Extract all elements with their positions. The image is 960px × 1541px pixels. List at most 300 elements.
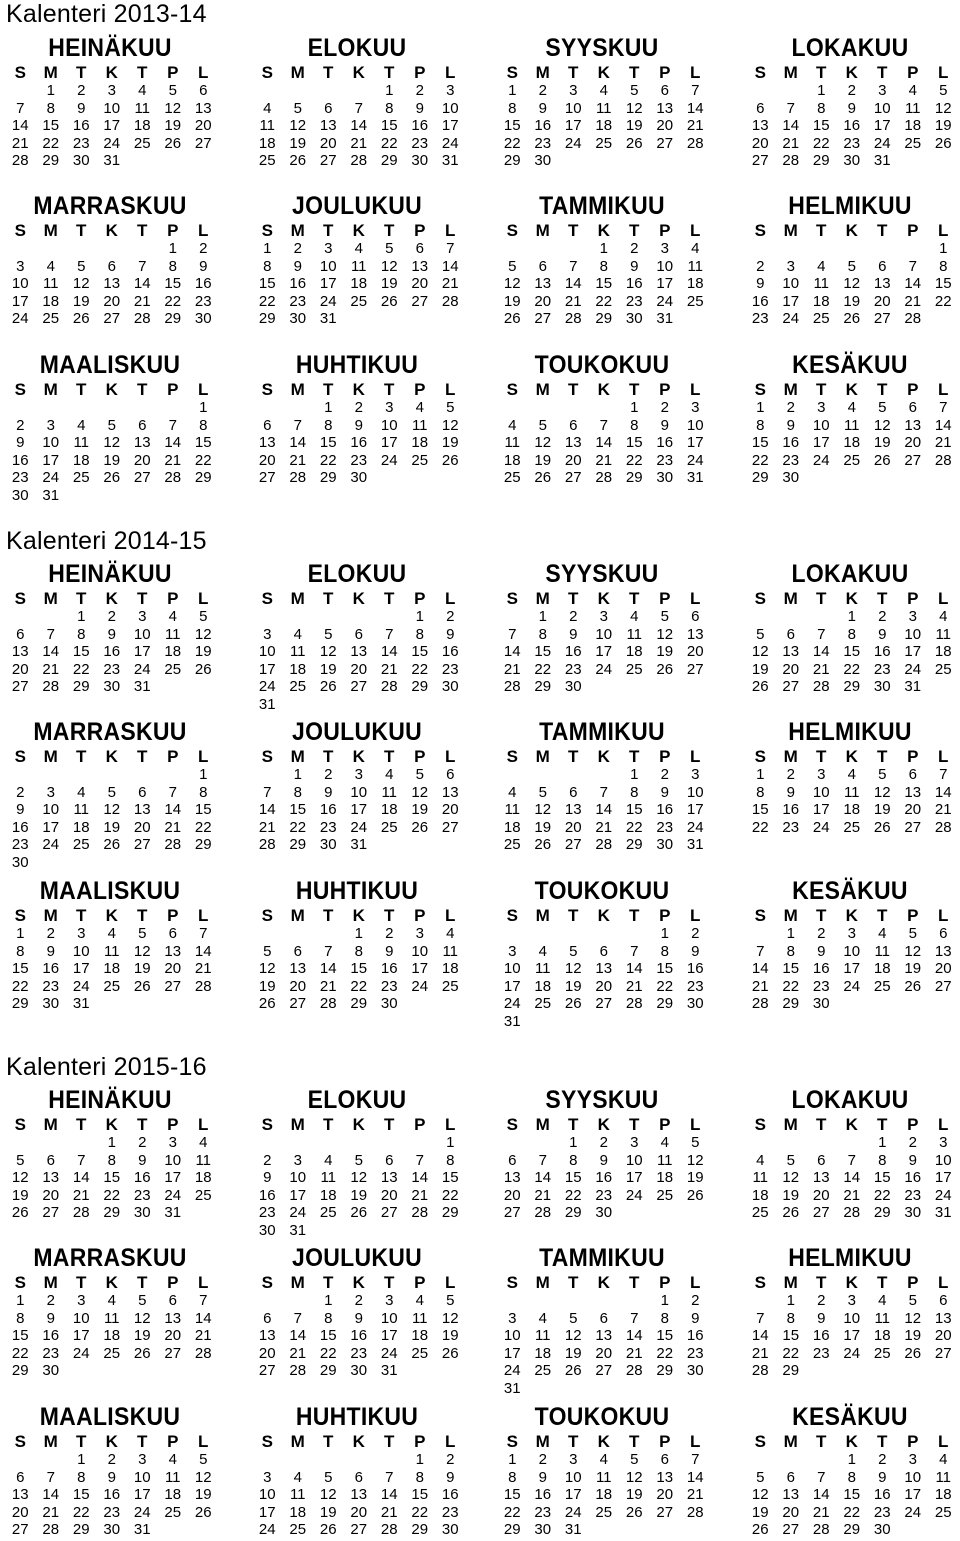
- day-cell: 11: [504, 801, 521, 818]
- day-cell: 21: [164, 818, 182, 836]
- day-cell: 18: [441, 960, 459, 977]
- day-cell: 18: [595, 1486, 613, 1503]
- day-cell: 16: [319, 801, 337, 818]
- day-cell: 16: [103, 643, 121, 660]
- day-cell: 5: [908, 1292, 917, 1309]
- empty-day-cell: [898, 1362, 929, 1380]
- day-cell: 21: [904, 292, 922, 310]
- day-cell: 9: [16, 801, 25, 818]
- month-block: [5, 1085, 215, 1222]
- empty-day-cell: [283, 1134, 314, 1152]
- day-cell: 4: [293, 1468, 302, 1486]
- empty-day-cell: [589, 1013, 620, 1031]
- day-cell: 29: [103, 1204, 121, 1221]
- empty-day-cell: [619, 925, 650, 943]
- day-cell: 5: [660, 608, 669, 625]
- day-cell: 23: [11, 469, 29, 486]
- empty-day-cell: [528, 399, 559, 417]
- day-cell: 6: [908, 399, 917, 416]
- day-cell: 30: [843, 152, 861, 169]
- weekday-header: P: [907, 906, 919, 925]
- day-cell: 4: [508, 783, 517, 801]
- weekday-header: S: [261, 1115, 273, 1134]
- day-cell: 19: [686, 1169, 704, 1186]
- day-cell: 14: [164, 434, 182, 451]
- weekday-header: T: [76, 1273, 87, 1292]
- empty-day-cell: [776, 82, 807, 100]
- day-cell: 4: [939, 1451, 948, 1468]
- day-cell: 14: [934, 416, 952, 434]
- day-cell: 27: [782, 678, 800, 695]
- day-cell: 12: [751, 1486, 769, 1503]
- empty-day-cell: [680, 678, 711, 696]
- empty-day-cell: [188, 678, 219, 696]
- day-cell: 8: [569, 1151, 578, 1169]
- calendar-title: Kalenteri 2014-15: [6, 527, 207, 555]
- day-cell: 20: [656, 1486, 674, 1503]
- day-cell: 28: [534, 1204, 552, 1221]
- day-cell: 22: [934, 292, 952, 310]
- day-cell: 4: [46, 257, 55, 275]
- week-row: [5, 258, 215, 276]
- day-cell: 20: [534, 292, 552, 310]
- day-cell: 28: [42, 1521, 60, 1538]
- day-cell: 29: [656, 995, 674, 1012]
- day-cell: 21: [441, 275, 459, 292]
- day-cell: 6: [138, 416, 147, 434]
- day-cell: 5: [77, 257, 86, 275]
- day-cell: 19: [350, 1186, 368, 1204]
- day-cell: 12: [103, 434, 121, 451]
- weekday-header-row: [252, 747, 462, 766]
- day-cell: 16: [11, 818, 29, 836]
- empty-day-cell: [36, 1134, 67, 1152]
- day-cell: 5: [199, 608, 208, 625]
- day-cell: 22: [42, 134, 60, 152]
- day-cell: 8: [415, 1468, 424, 1486]
- empty-day-cell: [619, 1292, 650, 1310]
- day-cell: 3: [508, 1309, 517, 1327]
- day-cell: 8: [354, 942, 363, 960]
- week-row: [252, 1486, 462, 1504]
- weekday-header: K: [352, 1432, 365, 1451]
- week-row: [252, 1521, 462, 1539]
- weekday-header: T: [76, 1432, 87, 1451]
- weekday-header: L: [938, 380, 949, 399]
- day-cell: 7: [599, 783, 608, 801]
- day-cell: 6: [691, 608, 700, 625]
- day-cell: 28: [380, 1521, 398, 1538]
- day-cell: 2: [817, 925, 826, 942]
- day-cell: 16: [411, 117, 429, 134]
- day-cell: 28: [164, 469, 182, 486]
- weekday-header-row: [5, 1115, 215, 1134]
- day-cell: 29: [534, 678, 552, 695]
- day-cell: 23: [11, 836, 29, 853]
- day-cell: 13: [194, 99, 212, 117]
- weekday-header: K: [597, 1432, 610, 1451]
- day-cell: 15: [843, 643, 861, 660]
- day-cell: 26: [534, 836, 552, 853]
- day-cell: 4: [847, 766, 856, 783]
- weekday-header-row: [497, 1115, 707, 1134]
- day-cell: 22: [194, 818, 212, 836]
- week-row: [5, 135, 215, 153]
- day-cell: 31: [656, 310, 674, 327]
- empty-day-cell: [650, 678, 681, 696]
- day-cell: 4: [847, 399, 856, 416]
- day-cell: 5: [908, 925, 917, 942]
- week-row: [252, 678, 462, 696]
- empty-day-cell: [619, 1013, 650, 1031]
- day-cell: 6: [46, 1151, 55, 1169]
- weekday-header: S: [14, 63, 26, 82]
- empty-day-cell: [127, 152, 158, 170]
- month-block: [497, 1402, 707, 1539]
- day-cell: 2: [107, 608, 116, 625]
- day-cell: 20: [42, 1186, 60, 1204]
- day-cell: 20: [595, 977, 613, 995]
- weekday-header: S: [261, 221, 273, 240]
- day-cell: 27: [934, 977, 952, 995]
- day-cell: 7: [263, 783, 272, 801]
- day-cell: 18: [164, 643, 182, 660]
- weekday-header: T: [629, 747, 640, 766]
- day-cell: 25: [751, 1204, 769, 1221]
- empty-day-cell: [558, 1013, 589, 1031]
- day-cell: 30: [782, 469, 800, 486]
- day-cell: 19: [72, 292, 90, 310]
- day-cell: 14: [164, 801, 182, 818]
- day-cell: 23: [441, 660, 459, 678]
- empty-day-cell: [344, 310, 375, 328]
- day-cell: 28: [595, 469, 613, 486]
- day-cell: 16: [686, 960, 704, 977]
- week-row: [5, 1169, 215, 1187]
- day-cell: 20: [934, 1327, 952, 1344]
- day-cell: 27: [258, 1362, 276, 1379]
- day-cell: 15: [194, 801, 212, 818]
- empty-day-cell: [313, 608, 344, 626]
- day-cell: 13: [656, 1468, 674, 1486]
- empty-day-cell: [97, 766, 128, 784]
- day-cell: 29: [782, 995, 800, 1012]
- day-cell: 27: [503, 1204, 521, 1221]
- day-cell: 20: [194, 117, 212, 134]
- day-cell: 14: [751, 1327, 769, 1344]
- month-name: TOUKOKUU: [534, 351, 670, 379]
- empty-day-cell: [158, 1521, 189, 1539]
- weekday-header: T: [137, 1432, 148, 1451]
- day-cell: 14: [350, 117, 368, 134]
- week-row: [5, 275, 215, 293]
- day-cell: 3: [16, 257, 25, 275]
- day-cell: 21: [503, 660, 521, 678]
- week-row: [5, 960, 215, 978]
- day-cell: 20: [350, 1503, 368, 1521]
- day-cell: 24: [133, 660, 151, 678]
- day-cell: 27: [904, 818, 922, 836]
- day-cell: 12: [350, 1169, 368, 1186]
- day-cell: 8: [939, 257, 948, 275]
- weekday-header: M: [535, 747, 550, 766]
- day-cell: 31: [686, 836, 704, 853]
- day-cell: 26: [751, 678, 769, 695]
- empty-day-cell: [650, 1013, 681, 1031]
- week-row: [497, 417, 707, 435]
- day-cell: 1: [817, 82, 826, 99]
- month-block: [252, 350, 462, 487]
- day-cell: 12: [625, 1468, 643, 1486]
- day-cell: 2: [660, 766, 669, 783]
- day-cell: 11: [904, 99, 921, 117]
- month-block: [252, 1085, 462, 1239]
- empty-day-cell: [528, 240, 559, 258]
- day-cell: 16: [812, 1327, 830, 1344]
- weekday-header: S: [506, 589, 518, 608]
- day-cell: 26: [319, 678, 337, 695]
- empty-day-cell: [158, 487, 189, 505]
- day-cell: 4: [138, 82, 147, 99]
- day-cell: 28: [258, 836, 276, 853]
- day-cell: 12: [441, 1309, 459, 1327]
- day-cell: 15: [595, 275, 613, 292]
- week-row: [745, 608, 955, 626]
- day-cell: 22: [503, 134, 521, 152]
- week-row: [5, 434, 215, 452]
- day-cell: 31: [289, 1221, 307, 1239]
- day-cell: 20: [595, 1344, 613, 1362]
- day-cell: 4: [168, 1451, 177, 1468]
- day-cell: 9: [786, 416, 795, 434]
- day-cell: 10: [133, 1468, 151, 1486]
- day-cell: 19: [656, 643, 674, 660]
- day-cell: 9: [107, 1468, 116, 1486]
- empty-day-cell: [745, 1451, 776, 1469]
- day-cell: 19: [319, 660, 337, 678]
- day-cell: 3: [293, 1151, 302, 1169]
- day-cell: 9: [538, 99, 547, 117]
- empty-day-cell: [837, 1362, 868, 1380]
- weekday-header: T: [137, 1273, 148, 1292]
- day-cell: 9: [878, 625, 887, 643]
- week-row: [252, 240, 462, 258]
- day-cell: 2: [324, 766, 333, 783]
- empty-day-cell: [5, 1134, 36, 1152]
- weekday-header: K: [352, 380, 365, 399]
- day-cell: 10: [133, 625, 151, 643]
- weekday-header: T: [76, 221, 87, 240]
- day-cell: 30: [686, 995, 704, 1012]
- day-cell: 16: [441, 1486, 459, 1503]
- day-cell: 18: [133, 117, 151, 134]
- day-cell: 25: [289, 678, 307, 695]
- day-cell: 10: [843, 1309, 861, 1327]
- month-name: HUHTIKUU: [295, 1403, 419, 1431]
- day-cell: 27: [42, 1204, 60, 1221]
- weekday-header: T: [323, 1273, 334, 1292]
- empty-day-cell: [928, 310, 959, 328]
- day-cell: 8: [107, 1151, 116, 1169]
- day-cell: 21: [319, 977, 337, 995]
- week-row: [252, 135, 462, 153]
- day-cell: 11: [935, 1468, 952, 1486]
- empty-day-cell: [127, 995, 158, 1013]
- day-cell: 26: [380, 292, 398, 310]
- day-cell: 11: [289, 643, 306, 660]
- weekday-header: L: [445, 1432, 456, 1451]
- day-cell: 25: [656, 1186, 674, 1204]
- day-cell: 26: [133, 977, 151, 995]
- day-cell: 29: [411, 1521, 429, 1538]
- week-row: [497, 1504, 707, 1522]
- week-row: [252, 1469, 462, 1487]
- week-row: [497, 452, 707, 470]
- week-row: [5, 1152, 215, 1170]
- empty-day-cell: [680, 1013, 711, 1031]
- day-cell: 8: [660, 1309, 669, 1327]
- month-name: HUHTIKUU: [295, 877, 419, 905]
- day-cell: 28: [319, 995, 337, 1012]
- day-cell: 2: [199, 240, 208, 257]
- empty-day-cell: [497, 925, 528, 943]
- day-cell: 6: [168, 1292, 177, 1309]
- day-cell: 27: [564, 469, 582, 486]
- day-cell: 15: [380, 117, 398, 134]
- day-cell: 27: [934, 1344, 952, 1362]
- day-cell: 16: [686, 1327, 704, 1344]
- day-cell: 17: [350, 801, 368, 818]
- empty-day-cell: [898, 469, 929, 487]
- weekday-header: S: [261, 906, 273, 925]
- day-cell: 22: [843, 1503, 861, 1521]
- empty-day-cell: [36, 854, 67, 872]
- empty-day-cell: [158, 399, 189, 417]
- weekday-header: K: [845, 1273, 858, 1292]
- day-cell: 20: [411, 275, 429, 292]
- weekday-header: M: [43, 1273, 58, 1292]
- day-cell: 1: [660, 1292, 669, 1309]
- empty-day-cell: [66, 1362, 97, 1380]
- month-block: [252, 876, 462, 1013]
- day-cell: 12: [441, 416, 459, 434]
- day-cell: 10: [686, 416, 704, 434]
- empty-day-cell: [344, 82, 375, 100]
- day-cell: 6: [107, 257, 116, 275]
- weekday-header-row: [745, 380, 955, 399]
- day-cell: 24: [411, 977, 429, 995]
- day-cell: 31: [934, 1204, 952, 1221]
- day-cell: 10: [564, 99, 582, 117]
- week-row: [745, 258, 955, 276]
- day-cell: 1: [77, 608, 86, 625]
- weekday-header: T: [816, 1115, 827, 1134]
- day-cell: 22: [72, 1503, 90, 1521]
- weekday-header: M: [783, 221, 798, 240]
- weekday-header: T: [323, 1432, 334, 1451]
- day-cell: 18: [625, 643, 643, 660]
- empty-day-cell: [806, 469, 837, 487]
- day-cell: 2: [847, 82, 856, 99]
- empty-day-cell: [97, 240, 128, 258]
- month-name: KESÄKUU: [792, 1403, 908, 1431]
- empty-day-cell: [374, 1222, 405, 1240]
- day-cell: 29: [625, 469, 643, 486]
- day-cell: 28: [164, 836, 182, 853]
- day-cell: 14: [934, 783, 952, 801]
- empty-day-cell: [188, 1521, 219, 1539]
- week-row: [745, 995, 955, 1013]
- day-cell: 23: [751, 310, 769, 327]
- weekday-header: L: [445, 747, 456, 766]
- day-cell: 3: [415, 925, 424, 942]
- day-cell: 9: [354, 416, 363, 434]
- empty-day-cell: [898, 995, 929, 1013]
- day-cell: 14: [625, 1327, 643, 1344]
- day-cell: 29: [411, 678, 429, 695]
- day-cell: 6: [415, 240, 424, 257]
- weekday-header-row: [252, 1432, 462, 1451]
- day-cell: 30: [411, 152, 429, 169]
- day-cell: 7: [630, 1309, 639, 1327]
- day-cell: 24: [503, 995, 521, 1012]
- day-cell: 22: [350, 977, 368, 995]
- empty-day-cell: [558, 399, 589, 417]
- month-block: [745, 191, 955, 328]
- day-cell: 28: [782, 152, 800, 169]
- week-row: [497, 1486, 707, 1504]
- weekday-header: K: [105, 1432, 118, 1451]
- week-row: [497, 960, 707, 978]
- day-cell: 16: [133, 1169, 151, 1186]
- weekday-header: S: [14, 747, 26, 766]
- weekday-header: K: [352, 589, 365, 608]
- day-cell: 12: [11, 1169, 29, 1186]
- weekday-header: T: [877, 906, 888, 925]
- day-cell: 2: [385, 925, 394, 942]
- weekday-header: T: [384, 221, 395, 240]
- day-cell: 14: [503, 643, 521, 660]
- empty-day-cell: [806, 1362, 837, 1380]
- day-cell: 10: [164, 1151, 182, 1169]
- day-cell: 22: [441, 1186, 459, 1204]
- weekday-header-row: [497, 380, 707, 399]
- day-cell: 24: [934, 1186, 952, 1204]
- day-cell: 3: [847, 925, 856, 942]
- empty-day-cell: [374, 836, 405, 854]
- day-cell: 23: [782, 818, 800, 836]
- empty-day-cell: [745, 1134, 776, 1152]
- day-cell: 17: [441, 117, 459, 134]
- day-cell: 9: [660, 783, 669, 801]
- weekday-header: T: [568, 747, 579, 766]
- day-cell: 1: [415, 608, 424, 625]
- day-cell: 16: [656, 801, 674, 818]
- day-cell: 27: [11, 1521, 29, 1538]
- day-cell: 31: [441, 152, 459, 169]
- weekday-header: T: [816, 221, 827, 240]
- empty-day-cell: [97, 995, 128, 1013]
- weekday-header: T: [323, 380, 334, 399]
- month-block: [5, 191, 215, 328]
- day-cell: 8: [508, 99, 517, 117]
- day-cell: 20: [103, 292, 121, 310]
- weekday-header: S: [14, 380, 26, 399]
- day-cell: 18: [164, 1486, 182, 1503]
- day-cell: 6: [538, 257, 547, 275]
- day-cell: 3: [263, 625, 272, 643]
- week-row: [252, 152, 462, 170]
